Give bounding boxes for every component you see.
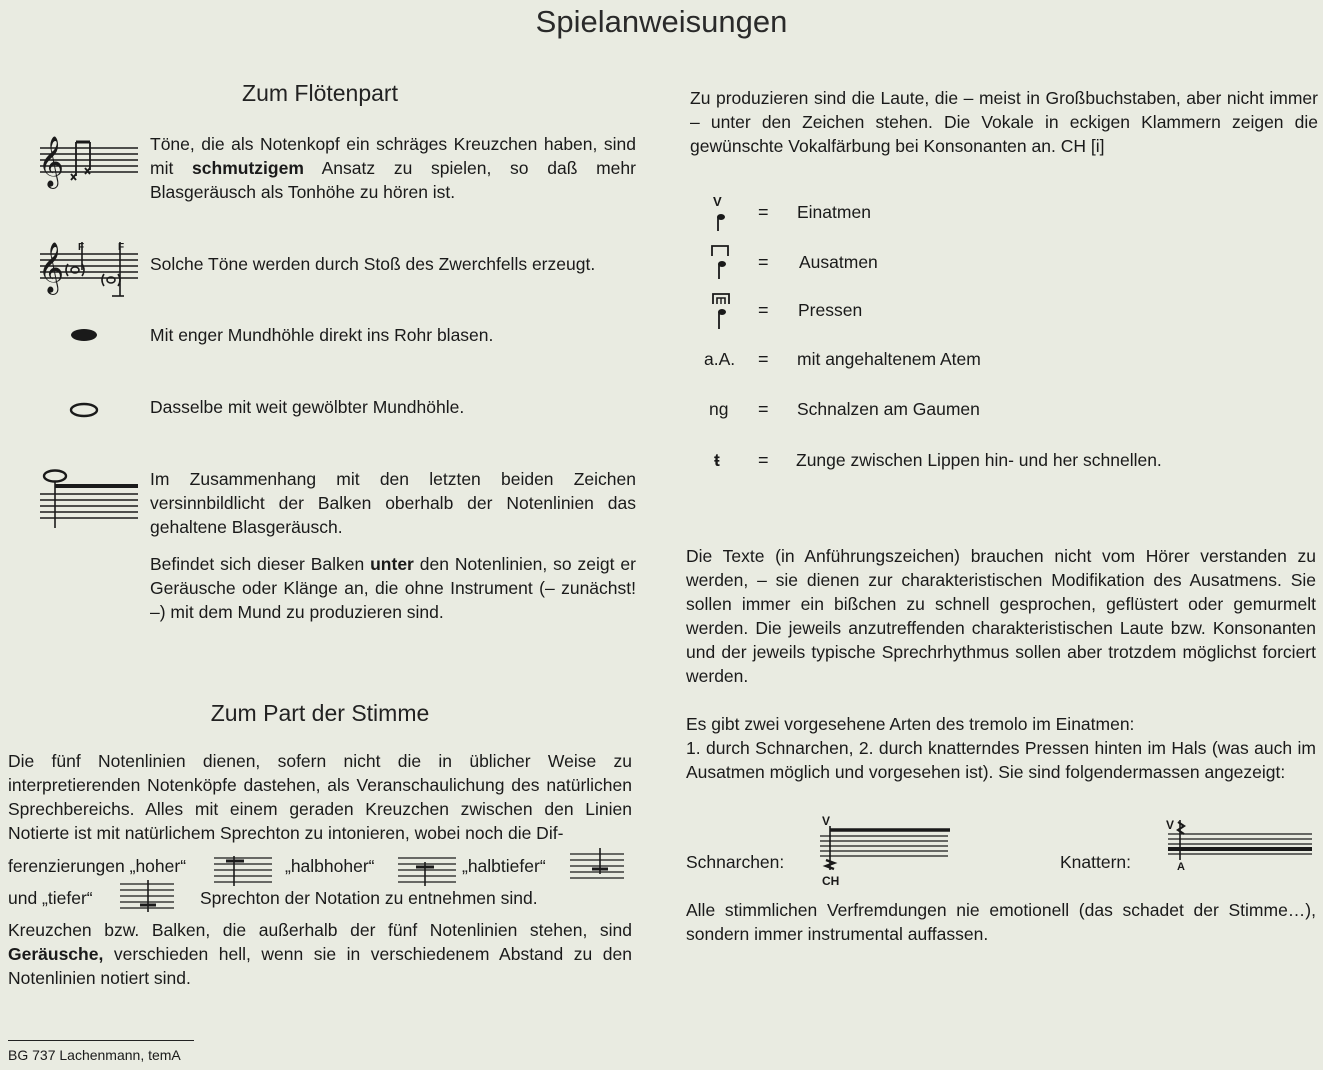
svg-text:𝄞: 𝄞 — [38, 136, 65, 187]
schnarchen-notation-icon — [818, 822, 952, 874]
svg-text:𝄞: 𝄞 — [38, 242, 65, 293]
schnarchen-ch-mark: CH — [822, 874, 840, 888]
staff-halfhigh-cross-icon — [398, 852, 456, 886]
svg-text:V: V — [713, 194, 722, 209]
legend-label-pressen: Pressen — [798, 300, 863, 320]
tremolo-heading: Es gibt zwei vorgesehene Arten des tremolo im Einatmen: — [686, 714, 1135, 734]
page-title: Spielanweisungen — [535, 4, 788, 39]
legend-eq-3: = — [758, 349, 769, 369]
legend-label-schnalzen: Schnalzen am Gaumen — [797, 399, 980, 419]
legend-symbol-ng: ng — [709, 399, 729, 419]
legend-label-ausatmen: Ausatmen — [799, 252, 878, 272]
legend-symbol-tongue: ŧ — [714, 450, 720, 470]
legend-symbol-aa: a.A. — [704, 349, 736, 369]
knattern-notation-icon — [1164, 820, 1314, 864]
flute-item-narrow-mouth: Mit enger Mundhöhle direkt ins Rohr blasen. — [150, 325, 494, 345]
heading-voice-part: Zum Part der Stimme — [210, 700, 430, 726]
knattern-label: Knattern: — [1060, 852, 1132, 872]
inhale-note-icon — [708, 194, 734, 234]
closing-paragraph: Alle stimmlichen Verfremdungen nie emotionell (das schadet der Stimme…), sondern immer instrumental auffassen. — [686, 900, 1316, 944]
flute-item-wide-mouth: Dasselbe mit weit gewölbter Mundhöhle. — [150, 397, 465, 417]
intro-paragraph: Zu produzieren sind die Laute, die – meist in Großbuchstaben, aber nicht immer – unter den Zeichen stehen. Die Vokale in eckigen Klammern zeigen die gewünschte Vokalfärbung bei Konsonanten an. CH [i] — [690, 88, 1318, 156]
flute-item-x-notehead: Töne, die als Notenkopf ein schräges Kreuzchen haben, sind mit schmutzigem Ansatz zu spielen, so daß mehr Blasgeräusch als Tonhöhe zu hören ist. — [150, 134, 636, 202]
legend-label-einatmen: Einatmen — [797, 202, 871, 222]
legend-eq-0: = — [758, 202, 769, 222]
voice-paragraph-1: Die fünf Notenlinien dienen, sofern nicht die in üblicher Weise zu interpretierenden Notenköpfe dastehen, als Veranschaulichung des natürlichen Sprechbereichs. Alles mit einem geraden Kreuzchen zwischen den Linien Notierte ist mit natürlichem Sprechton zu intonieren, wobei noch die Dif- — [8, 751, 632, 843]
legend-label-atem: mit angehaltenem Atem — [797, 349, 981, 369]
diff-halbtiefer-label: „halbtiefer“ — [462, 856, 546, 876]
diff-hoher-label: ferenzierungen „hoher“ — [8, 856, 187, 876]
x-notehead-staff-icon — [38, 130, 140, 190]
knattern-a-mark: A — [1177, 861, 1185, 873]
schnarchen-v-mark: V — [822, 814, 831, 828]
staff-high-cross-icon — [214, 852, 272, 886]
tiefer-label: und „tiefer“ — [8, 888, 93, 908]
texts-paragraph: Die Texte (in Anführungszeichen) brauchen nicht vom Hörer verstanden zu werden, – sie dienen zur charakteristischen Modifikation des Ausatmens. Sie sollen immer ein bißchen zu schnell gesprochen, geflüstert oder gemurmelt werden. Die jeweils anzutreffenden charakteristischen Laute bzw. Konsonanten und der jeweils typische Sprechrhythmus sollen aber trotzdem möglichst forciert werden. — [686, 546, 1316, 686]
svg-text:F: F — [118, 242, 125, 253]
tremolo-paragraph: 1. durch Schnarchen, 2. durch knatterndes Pressen hinten im Hals (was auch im Ausatmen möglich und vorgesehen ist). Sie sind folgendermassen angezeigt: — [686, 738, 1316, 782]
legend-eq-2: = — [758, 300, 769, 320]
open-oval-icon — [68, 400, 100, 420]
flute-item-beam-above: Im Zusammenhang mit den letzten beiden Zeichen versinnbildlicht der Balken oberhalb der Notenlinien das gehaltene Blasgeräusch. — [150, 469, 636, 537]
tiefer-rest: Sprechton der Notation zu entnehmen sind. — [200, 888, 538, 908]
exhale-note-icon — [708, 242, 734, 282]
heading-flute-part: Zum Flötenpart — [242, 80, 398, 106]
flute-item-diaphragm: Solche Töne werden durch Stoß des Zwerchfells erzeugt. — [150, 254, 596, 274]
diaphragm-notes-icon — [38, 240, 140, 304]
legend-eq-1: = — [758, 252, 769, 272]
staff-halflow-cross-icon — [570, 848, 624, 882]
footer-text: BG 737 Lachenmann, temA — [8, 1047, 181, 1063]
legend-label-zunge: Zunge zwischen Lippen hin- und her schnellen. — [796, 450, 1162, 470]
beam-below-paragraph: Befindet sich dieser Balken unter den Notenlinien, so zeigt er Geräusche oder Klänge an, die ohne Instrument (– zunächst! –) mit dem Mund zu produzieren sind. — [150, 554, 636, 622]
knattern-v-mark: V — [1166, 818, 1175, 832]
legend-eq-4: = — [758, 399, 769, 419]
beam-above-staff-icon — [38, 466, 140, 530]
legend-eq-5: = — [758, 450, 769, 470]
svg-text:F: F — [78, 242, 85, 253]
filled-oval-icon — [70, 326, 100, 344]
schnarchen-label: Schnarchen: — [686, 852, 785, 872]
press-note-icon — [708, 290, 734, 332]
footer-divider — [8, 1040, 194, 1041]
diff-halbhoher-label: „halbhoher“ — [285, 856, 375, 876]
voice-paragraph-2: Kreuzchen bzw. Balken, die außerhalb der fünf Notenlinien stehen, sind Geräusche, verschieden hell, wenn sie in verschiedenem Abstand zu den Notenlinien notiert sind. — [8, 920, 632, 988]
staff-low-cross-icon — [120, 878, 174, 914]
